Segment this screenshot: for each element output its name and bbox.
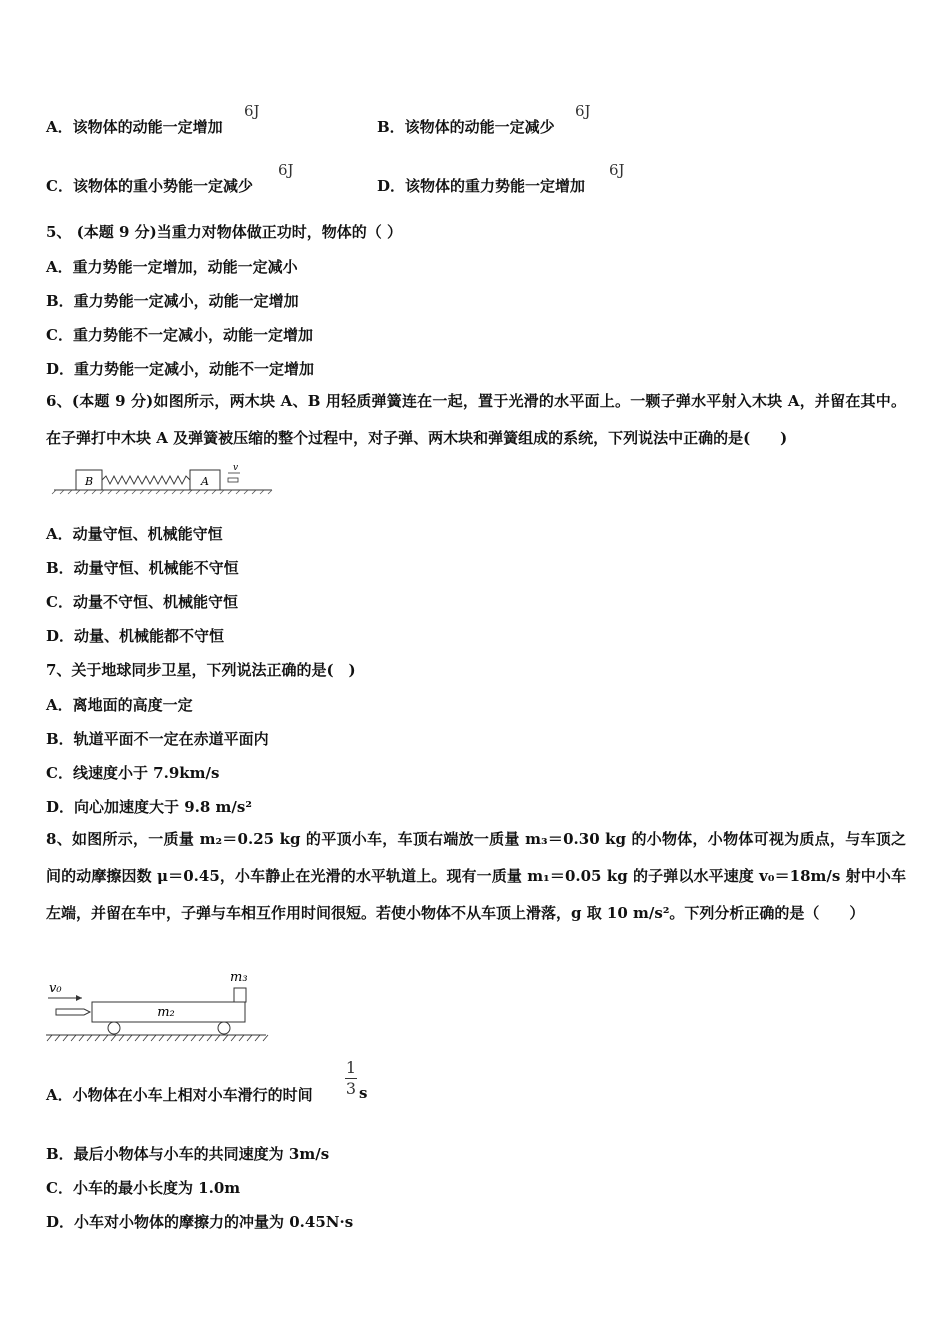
q4-option-a-value: 6J: [244, 102, 260, 120]
q6-velocity-label: v: [233, 463, 239, 473]
q8-option-a-fraction: [345, 1058, 357, 1098]
q5-option-a: A．重力势能一定增加，动能一定减小: [46, 258, 298, 276]
q6-option-a: A．动量守恒、机械能守恒: [46, 525, 223, 543]
q5-stem: 5、 (本题 9 分)当重力对物体做正功时，物体的（ ）: [46, 223, 402, 241]
q7-option-c: C．线速度小于 7.9km/s: [46, 764, 220, 782]
q8-option-c: C．小车的最小长度为 1.0m: [46, 1179, 241, 1197]
q8-figure: [44, 965, 274, 1045]
q8-bullet: [56, 1009, 90, 1015]
q4-option-b: B．该物体的动能一定减少: [377, 118, 555, 136]
q8-option-b: B．最后小物体与小车的共同速度为 3m/s: [46, 1145, 330, 1163]
q8-track-hatch: [47, 1035, 268, 1041]
q8-m2-label: m₂: [157, 1005, 175, 1020]
q8-wheel-left: [108, 1022, 120, 1034]
q8-wheel-right: [218, 1022, 230, 1034]
q8-fraction-numerator: 1: [345, 1058, 357, 1077]
q8-m3-label: m₃: [230, 970, 248, 985]
q4-option-a: A．该物体的动能一定增加: [46, 118, 223, 136]
q6-block-a-label: A: [201, 475, 209, 488]
q4-option-c: C．该物体的重小势能一定减少: [46, 177, 253, 195]
q8-stem: 8、如图所示，一质量 m₂＝0.25 kg 的平顶小车，车顶右端放一质量 m₃＝0.30 kg 的小物体，小物体可视为质点，与车顶之间的动摩擦因数 μ＝0.45，小车静止在光滑的水平轨道上。现有一质量 m₁＝0.05 kg 的子弹以水平速度 v₀＝18m/s 射中小车左端，并留在车中，子弹与车相互作用时间很短。若使小物体不从车顶上滑落，g 取 10 m/s²。下列分析正确的是（ ）: [46, 830, 906, 922]
q8-option-a-unit: s: [359, 1084, 368, 1102]
q8-v0-arrowhead: [76, 995, 82, 1001]
q8-option-a: A．小物体在小车上相对小车滑行的时间: [46, 1086, 313, 1104]
q4-option-d: D．该物体的重力势能一定增加: [377, 177, 586, 195]
q6-stem: 6、(本题 9 分)如图所示，两木块 A、B 用轻质弹簧连在一起，置于光滑的水平面上。一颗子弹水平射入木块 A，并留在其中。在子弹打中木块 A 及弹簧被压缩的整个过程中，对子弹、两木块和弹簧组成的系统，下列说法中正确的是( ): [46, 392, 906, 447]
q5-option-d: D．重力势能一定减小，动能不一定增加: [46, 360, 315, 378]
q4-option-c-value: 6J: [278, 161, 294, 179]
q5-option-c: C．重力势能不一定减小，动能一定增加: [46, 326, 313, 344]
q4-option-b-value: 6J: [575, 102, 591, 120]
q8-fraction-denominator: 3: [345, 1079, 357, 1098]
q5-option-b: B．重力势能一定减小，动能一定增加: [46, 292, 299, 310]
q8-option-d: D．小车对小物体的摩擦力的冲量为 0.45N·s: [46, 1213, 354, 1231]
q6-figure: [50, 460, 275, 496]
q6-option-b: B．动量守恒、机械能不守恒: [46, 559, 239, 577]
q6-bullet: [228, 478, 238, 482]
q8-v0-label: v₀: [49, 981, 62, 996]
q4-option-d-value: 6J: [609, 161, 625, 179]
q8-small-object: [234, 988, 246, 1002]
q7-option-a: A．离地面的高度一定: [46, 696, 193, 714]
q6-option-c: C．动量不守恒、机械能守恒: [46, 593, 238, 611]
q6-block-b-label: B: [84, 475, 94, 488]
q7-option-b: B．轨道平面不一定在赤道平面内: [46, 730, 269, 748]
q7-stem: 7、关于地球同步卫星，下列说法正确的是( ): [46, 661, 356, 679]
q6-spring: [102, 476, 190, 484]
q6-option-d: D．动量、机械能都不守恒: [46, 627, 225, 645]
q7-option-d: D．向心加速度大于 9.8 m/s²: [46, 798, 252, 816]
q6-ground-hatch: [52, 490, 272, 494]
